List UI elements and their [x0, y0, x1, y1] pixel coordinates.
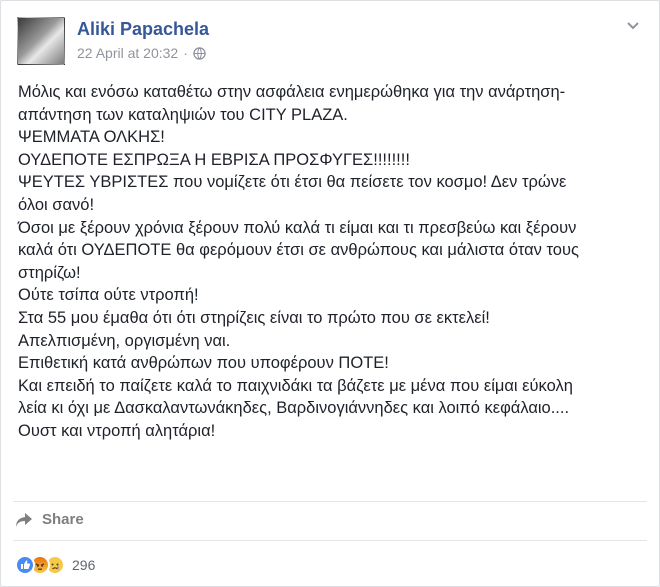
post-text-line: λεία κι όχι με Δασκαλαντωνάκηδες, Βαρδινογιάννηδες και λοιπό κεφάλαιο.... — [18, 399, 570, 418]
avatar[interactable] — [17, 17, 65, 65]
post-text-line: Επιθετική κατά ανθρώπων που υποφέρουν ΠΟΤΕ! — [18, 354, 389, 373]
post-text-line: ΨΕΜΜΑΤΑ ΟΛΚΗΣ! — [18, 128, 165, 147]
post-text-line: στηρίζω! — [18, 263, 81, 282]
action-bar — [13, 501, 647, 541]
post-text-line: Όσοι με ξέρουν χρόνια ξέρουν πολύ καλά τι είμαι και τι πρεσβεύω και ξέρουν — [18, 218, 577, 237]
post-text-line: Ουστ και ντροπή αλητάρια! — [18, 421, 216, 440]
post-text-line: όλοι σανό! — [18, 195, 95, 214]
post-timestamp[interactable]: 22 April at 20:32 — [77, 45, 179, 61]
post-header — [13, 13, 647, 69]
post-text-line: Μόλις και ενόσω καταθέτω στην ασφάλεια ενημερώθηκα για την ανάρτηση- — [18, 83, 566, 101]
post-text-line: απάντηση των καταληψιών του CITY PLAZA. — [18, 105, 348, 124]
reaction-summary[interactable] — [15, 553, 95, 577]
like-reaction-icon — [15, 555, 35, 575]
post-text-line: ΟΥΔΕΠΟΤΕ ΕΣΠΡΩΞΑ Η ΕΒΡΙΣΑ ΠΡΟΣΦΥΓΕΣ!!!!!!!! — [18, 150, 410, 169]
post-body — [18, 81, 648, 443]
post-text-line: Στα 55 μου έμαθα ότι ότι στηρίζεις είναι το πρώτο που σε εκτελεί! — [18, 308, 490, 327]
post-text-line: Ούτε τσίπα ούτε ντροπή! — [18, 286, 199, 305]
share-label: Share — [42, 511, 84, 528]
post-text-line: ΨΕΥΤΕΣ ΥΒΡΙΣΤΕΣ που νομίζετε ότι έτσι θα πείσετε τον κοσμο! Δεν τρώνε — [18, 173, 567, 192]
post-text-line: Και επειδή το παίζετε καλά το παιχνιδάκι τα βάζετε με μένα που είμαι εύκολη — [18, 376, 573, 395]
chevron-down-icon[interactable] — [625, 17, 641, 33]
share-arrow-icon — [15, 512, 33, 528]
author-name[interactable]: Aliki Papachela — [77, 19, 210, 39]
meta-separator: · — [183, 45, 188, 61]
share-button[interactable] — [15, 511, 84, 528]
post-meta — [77, 45, 206, 61]
post-text-line: καλά ότι ΟΥΔΕΠΟΤΕ θα φερόμουν έτσι σε ανθρώπους και μάλιστα όταν τους — [18, 241, 579, 260]
post-text-line: Απελπισμένη, οργισμένη ναι. — [18, 331, 231, 350]
globe-icon[interactable] — [193, 47, 206, 60]
reaction-count[interactable]: 296 — [72, 557, 96, 573]
